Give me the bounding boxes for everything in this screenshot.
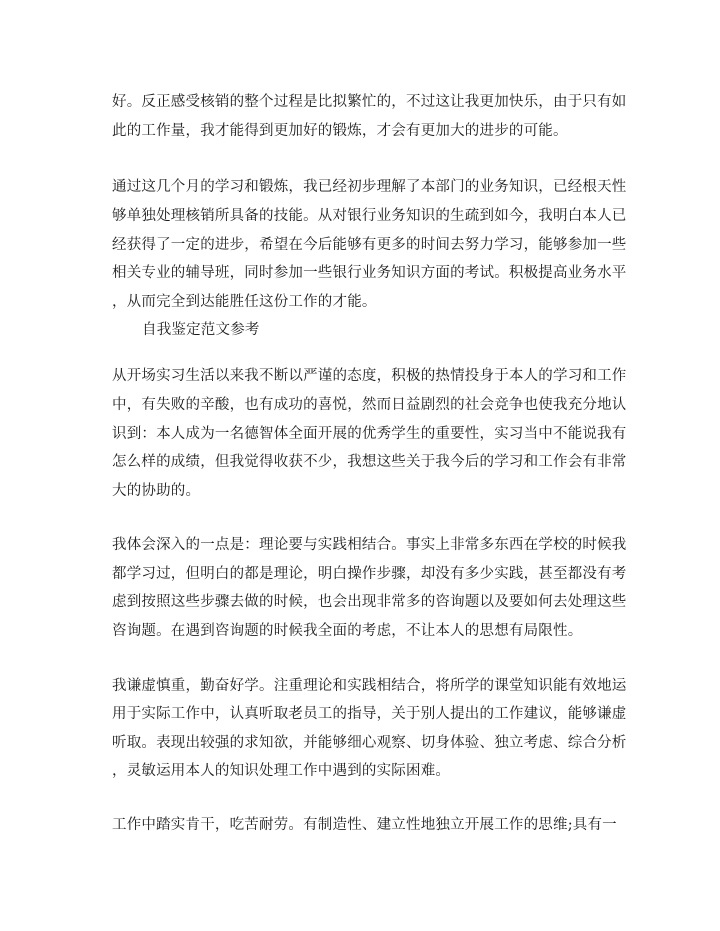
paragraph-5-line-3: 听取。表现出较强的求知欲，并能够细心观察、切身体验、独立考虑、综合分析 (112, 735, 627, 751)
paragraph-3-line-3: 识到：本人成为一名德智体全面开展的优秀学生的重要性，实习当中不能说我有 (112, 426, 627, 442)
paragraph-2-line-4: 相关专业的辅导班，同时参加一些银行业务知识方面的考试。积极提高业务水平 (112, 265, 627, 281)
paragraph-1-line-1: 好。反正感受核销的整个过程是比拟繁忙的，不过这让我更加快乐，由于只有如 (112, 94, 627, 110)
paragraph-3-line-1: 从开场实习生活以来我不断以严谨的态度，积极的热情投身于本人的学习和工作 (112, 368, 627, 384)
section-heading: 自我鉴定范文参考 (142, 322, 260, 338)
paragraph-5-line-4: ，灵敏运用本人的知识处理工作中遇到的实际困难。 (112, 763, 451, 779)
paragraph-4-line-1: 我体会深入的一点是：理论要与实践相结合。事实上非常多东西在学校的时候我 (112, 537, 627, 553)
paragraph-2-line-3: 经获得了一定的进步，希望在今后能够有更多的时间去努力学习，能够参加一些 (112, 237, 627, 253)
paragraph-6-line-1: 工作中踏实肯干，吃苦耐劳。有制造性、建立性地独立开展工作的思维;具有一 (112, 817, 617, 833)
paragraph-3-line-5: 大的协助的。 (112, 483, 201, 499)
paragraph-2-line-5: ，从而完全到达能胜任这份工作的才能。 (112, 294, 377, 310)
paragraph-4-line-4: 咨询题。在遇到咨询题的时候我全面的考虑，不让本人的思想有局限性。 (112, 623, 583, 639)
paragraph-3-line-4: 怎么样的成绩，但我觉得收获不少，我想这些关于我今后的学习和工作会有非常 (112, 454, 627, 470)
paragraph-5-line-1: 我谦虚慎重，勤奋好学。注重理论和实践相结合，将所学的课堂知识能有效地运 (112, 678, 627, 694)
paragraph-2-line-1: 通过这几个月的学习和锻炼，我已经初步理解了本部门的业务知识，已经根天性 (112, 179, 627, 195)
paragraph-2-line-2: 够单独处理核销所具备的技能。从对银行业务知识的生疏到如今，我明白本人已 (112, 208, 627, 224)
paragraph-1-line-2: 此的工作量，我才能得到更加好的锻炼，才会有更加大的进步的可能。 (112, 123, 568, 139)
paragraph-4-line-3: 虑到按照这些步骤去做的时候，也会出现非常多的咨询题以及要如何去处理这些 (112, 594, 627, 610)
paragraph-5-line-2: 用于实际工作中，认真听取老员工的指导，关于别人提出的工作建议，能够谦虚 (112, 706, 627, 722)
paragraph-3-line-2: 中，有失败的辛酸，也有成功的喜悦，然而日益剧烈的社会竞争也使我充分地认 (112, 397, 627, 413)
paragraph-4-line-2: 都学习过，但明白的都是理论，明白操作步骤，却没有多少实践，甚至都没有考 (112, 566, 627, 582)
